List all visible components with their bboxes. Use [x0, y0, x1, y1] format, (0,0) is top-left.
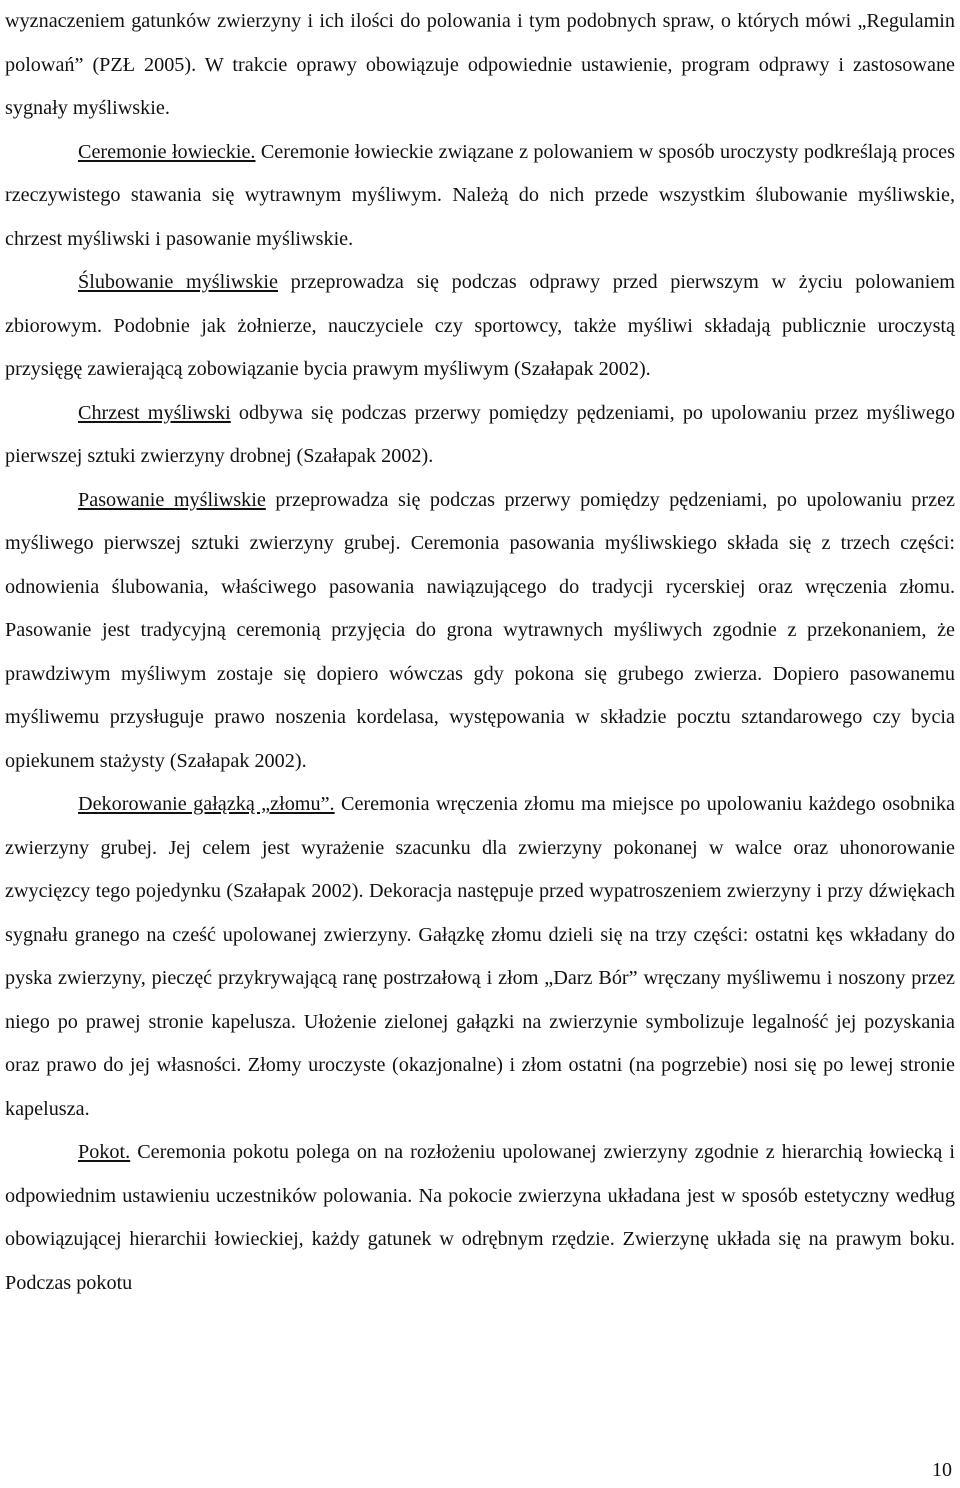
paragraph-ceremonie	[5, 131, 955, 262]
paragraph-chrzest	[5, 392, 955, 479]
heading-pokot: Pokot.	[78, 1141, 131, 1163]
heading-ceremonie-lowieckie: Ceremonie łowieckie.	[78, 140, 256, 163]
paragraph-pokot	[5, 1131, 955, 1305]
paragraph-chrzest-text: odbywa się podczas przerwy pomiędzy pędzeniami, po upolowaniu przez myśliwego pierwszej sztuki zwierzyny drobnej (Szałapak 2002).	[5, 401, 955, 467]
paragraph-slubowanie-text: przeprowadza się podczas odprawy przed pierwszym w życiu polowaniem zbiorowym. Podobnie jak żołnierze, nauczyciele czy sportowcy, także myśliwi składają publicznie uroczystą przysięgę zawierającą zobowiązanie bycia prawym myśliwym (Szałapak 2002).	[5, 271, 955, 380]
paragraph-dekorowanie-text: Ceremonia wręczenia złomu ma miejsce po upolowaniu każdego osobnika zwierzyny grubej. Jej celem jest wyrażenie szacunku dla zwierzyny pokonanej w walce oraz uhonorowanie zwycięzcy tego pojedynku (Szałapak 2002). Dekoracja następuje przed wypatroszeniem zwierzyny i przy dźwiękach sygnału granego na cześć upolowanej zwierzyny. Gałązkę złomu dzieli się na trzy części: ostatni kęs wkładany do pyska zwierzyny, pieczęć przykrywającą ranę postrzałową i złom „Darz Bór” wręczany myśliwemu i noszony przez niego po prawej stronie kapelusza. Ułożenie zielonej gałązki na zwierzynie symbolizuje legalność jej pozyskania oraz prawo do jej własności. Złomy uroczyste (okazjonalne) i złom ostatni (na pogrzebie) nosi się po lewej stronie kapelusza.	[5, 793, 955, 1120]
heading-slubowanie-mysliwskie: Ślubowanie myśliwskie	[78, 271, 278, 293]
paragraph-ceremonie-text: Ceremonie łowieckie związane z polowaniem w sposób uroczysty podkreślają proces rzeczywistego stawania się wytrawnym myśliwym. Należą do nich przede wszystkim ślubowanie myśliwskie, chrzest myśliwski i pasowanie myśliwskie.	[5, 140, 955, 250]
paragraph-intro-text: wyznaczeniem gatunków zwierzyny i ich ilości do polowania i tym podobnych spraw, o których mówi „Regulamin polowań” (PZŁ 2005). W trakcie oprawy obowiązuje odpowiednie ustawienie, program odprawy i zastosowane sygnały myśliwskie.	[5, 10, 955, 119]
paragraph-intro	[5, 0, 955, 131]
page-number: 10	[932, 1459, 952, 1481]
paragraph-slubowanie	[5, 261, 955, 392]
paragraph-pasowanie	[5, 479, 955, 784]
paragraph-pasowanie-text: przeprowadza się podczas przerwy pomiędzy pędzeniami, po upolowaniu przez myśliwego pierwszej sztuki zwierzyny grubej. Ceremonia pasowania myśliwskiego składa się z trzech części: odnowienia ślubowania, właściwego pasowania nawiązującego do tradycji rycerskiej oraz wręczenia złomu. Pasowanie jest tradycyjną ceremonią przyjęcia do grona wytrawnych myśliwych zgodnie z przekonaniem, że prawdziwym myśliwym zostaje się dopiero wówczas gdy pokona się grubego zwierza. Dopiero pasowanemu myśliwemu przysługuje prawo noszenia kordelasa, występowania w składzie pocztu sztandarowego czy bycia opiekunem stażysty (Szałapak 2002).	[5, 488, 955, 772]
document-page	[5, 0, 955, 1305]
paragraph-dekorowanie	[5, 783, 955, 1131]
heading-chrzest-mysliwski: Chrzest myśliwski	[78, 401, 231, 424]
paragraph-pokot-text: Ceremonia pokotu polega on na rozłożeniu upolowanej zwierzyny zgodnie z hierarchią łowiecką i odpowiednim ustawieniu uczestników polowania. Na pokocie zwierzyna układana jest w sposób estetyczny według obowiązującej hierarchii łowieckiej, każdy gatunek w odrębnym rzędzie. Zwierzynę układa się na prawym boku. Podczas pokotu	[5, 1141, 955, 1294]
heading-dekorowanie-zlomu: Dekorowanie gałązką „złomu”.	[78, 793, 335, 815]
heading-pasowanie-mysliwskie: Pasowanie myśliwskie	[78, 488, 266, 511]
